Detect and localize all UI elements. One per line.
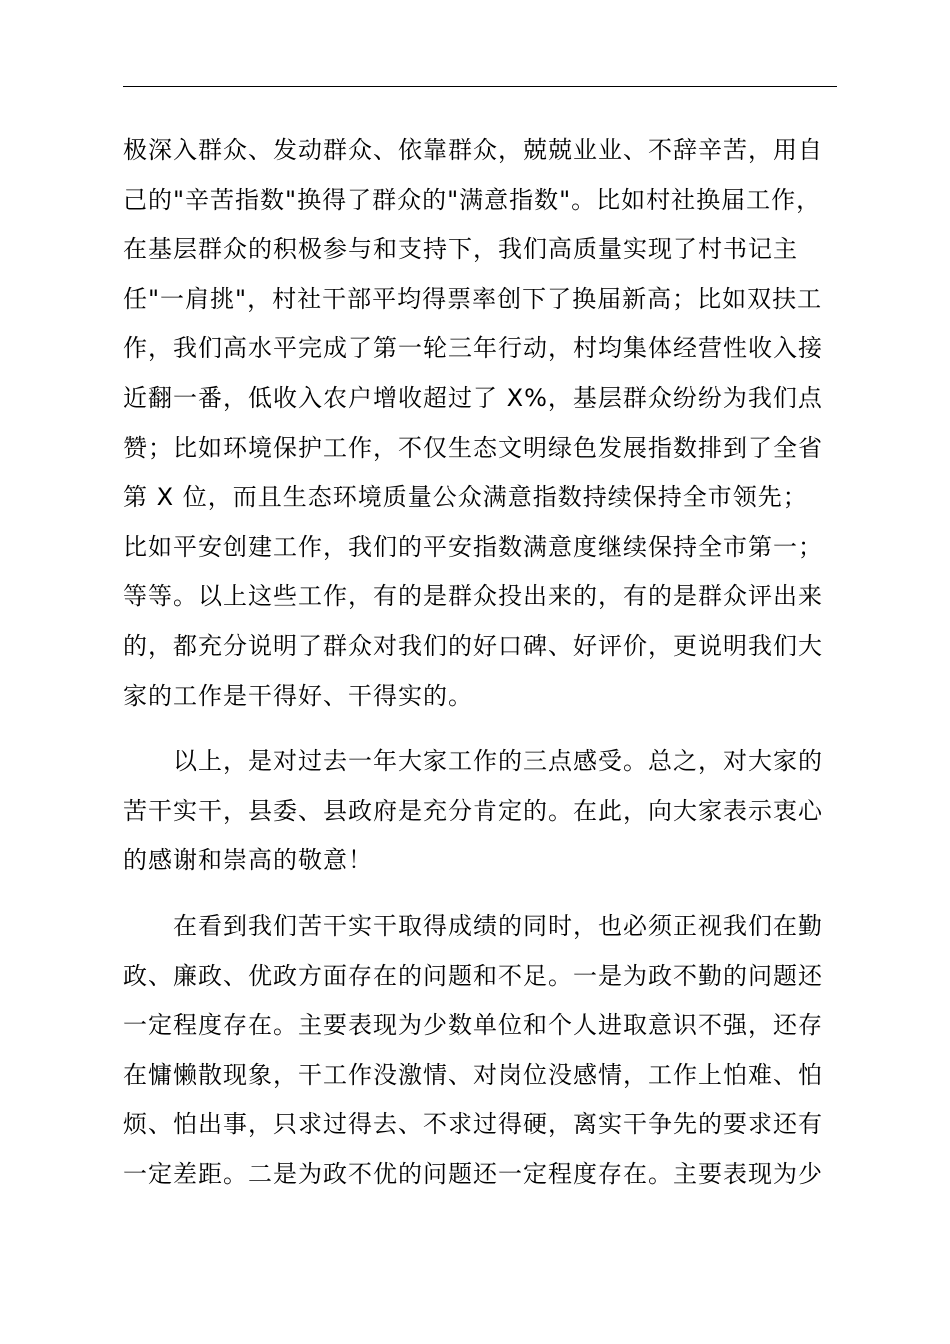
text-line: 一定程度存在。主要表现为少数单位和个人进取意识不强，还存 xyxy=(123,1011,823,1040)
text-line: 第 X 位，而且生态环境质量公众满意指数持续保持全市领先； xyxy=(123,483,808,512)
text-line: 烦、怕出事，只求过得去、不求过得硬，离实干争先的要求还有 xyxy=(123,1110,823,1139)
text-line: 在基层群众的积极参与和支持下，我们高质量实现了村书记主 xyxy=(123,235,798,264)
text-line: 赞；比如环境保护工作，不仅生态文明绿色发展指数排到了全省 xyxy=(123,433,823,462)
text-line: 作，我们高水平完成了第一轮三年行动，村均集体经营性收入接 xyxy=(123,334,823,363)
text-line: 政、廉政、优政方面存在的问题和不足。一是为政不勤的问题还 xyxy=(123,961,823,990)
paragraph-1 xyxy=(123,126,837,721)
text-line: 近翻一番，低收入农户增收超过了 X%，基层群众纷纷为我们点 xyxy=(123,383,823,412)
text-line: 一定差距。二是为政不优的问题还一定程度存在。主要表现为少 xyxy=(123,1159,823,1188)
text-line: 以上，是对过去一年大家工作的三点感受。总之，对大家的 xyxy=(173,747,823,776)
paragraph-2 xyxy=(123,737,837,886)
text-line: 极深入群众、发动群众、依靠群众，兢兢业业、不辞辛苦，用自 xyxy=(123,136,823,164)
text-line: 在慵懒散现象，干工作没激情、对岗位没感情，工作上怕难、怕 xyxy=(123,1060,823,1089)
text-line: 己的"辛苦指数"换得了群众的"满意指数"。比如村社换届工作， xyxy=(123,185,822,214)
text-line: 任"一肩挑"，村社干部平均得票率创下了换届新高；比如双扶工 xyxy=(123,284,823,313)
text-line: 比如平安创建工作，我们的平安指数满意度继续保持全市第一； xyxy=(123,532,823,561)
text-line: 家的工作是干得好、干得实的。 xyxy=(123,681,473,710)
document-body xyxy=(123,126,837,1199)
text-line: 苦干实干，县委、县政府是充分肯定的。在此，向大家表示衷心 xyxy=(123,796,823,825)
text-line: 等等。以上这些工作，有的是群众投出来的，有的是群众评出来 xyxy=(123,582,823,611)
header-rule xyxy=(123,86,837,87)
text-line: 的，都充分说明了群众对我们的好口碑、好评价，更说明我们大 xyxy=(123,631,823,660)
text-line: 在看到我们苦干实干取得成绩的同时，也必须正视我们在勤 xyxy=(173,911,823,940)
paragraph-3 xyxy=(123,902,837,1200)
text-line: 的感谢和崇高的敬意！ xyxy=(123,846,373,875)
